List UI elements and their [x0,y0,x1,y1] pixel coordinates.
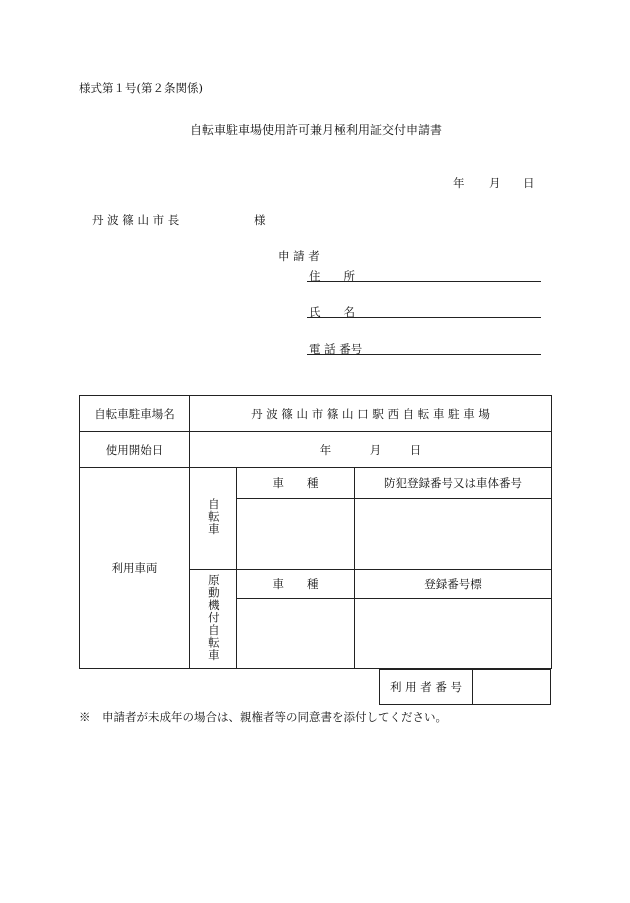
bicycle-id-header: 防犯登録番号又は車体番号 [355,468,552,499]
bicycle-label: 自転車 [206,498,221,536]
application-table [79,395,552,669]
parking-name-value: 丹 波 篠 山 市 篠 山 口 駅 西 自 転 車 駐 車 場 [190,396,552,432]
name-label: 氏 名 [309,305,355,319]
date-month-label: 月 [489,176,501,190]
date-year-label: 年 [453,176,465,190]
start-day-label: 日 [409,442,422,457]
moped-id-header: 登録番号標 [355,570,552,599]
moped-id-field[interactable] [355,599,552,669]
moped-label: 原動機付自転車 [206,573,221,662]
address-field[interactable] [307,281,541,282]
document-title: 自転車駐車場使用許可兼月極利用証交付申請書 [190,123,443,137]
moped-group [190,570,237,669]
vehicle-label: 利用車両 [80,468,190,669]
start-date-field[interactable] [190,432,552,468]
moped-type-field[interactable] [237,599,355,669]
minor-consent-note: ※ 申請者が未成年の場合は、親権者等の同意書を添付してください。 [79,710,447,724]
user-number-box [379,669,551,705]
form-number: 様式第１号(第２条関係) [79,81,203,95]
bicycle-group [190,468,237,570]
bicycle-type-field[interactable] [237,499,355,570]
start-date-label: 使用開始日 [80,432,190,468]
phone-label: 電 話 番号 [309,342,363,356]
honorific: 様 [254,213,266,227]
parking-name-label: 自転車駐車場名 [80,396,190,432]
phone-field[interactable] [307,354,541,355]
bicycle-type-header: 車 種 [237,468,355,499]
start-month-label: 月 [369,442,382,457]
name-field[interactable] [307,317,541,318]
user-number-field[interactable] [473,670,551,705]
bicycle-id-field[interactable] [355,499,552,570]
date-day-label: 日 [523,176,535,190]
applicant-heading: 申 請 者 [278,249,320,263]
addressee: 丹 波 篠 山 市 長 [92,213,180,227]
start-year-label: 年 [319,442,332,457]
address-label: 住 所 [309,269,355,283]
moped-type-header: 車 種 [237,570,355,599]
user-number-label: 利 用 者 番 号 [380,670,473,705]
